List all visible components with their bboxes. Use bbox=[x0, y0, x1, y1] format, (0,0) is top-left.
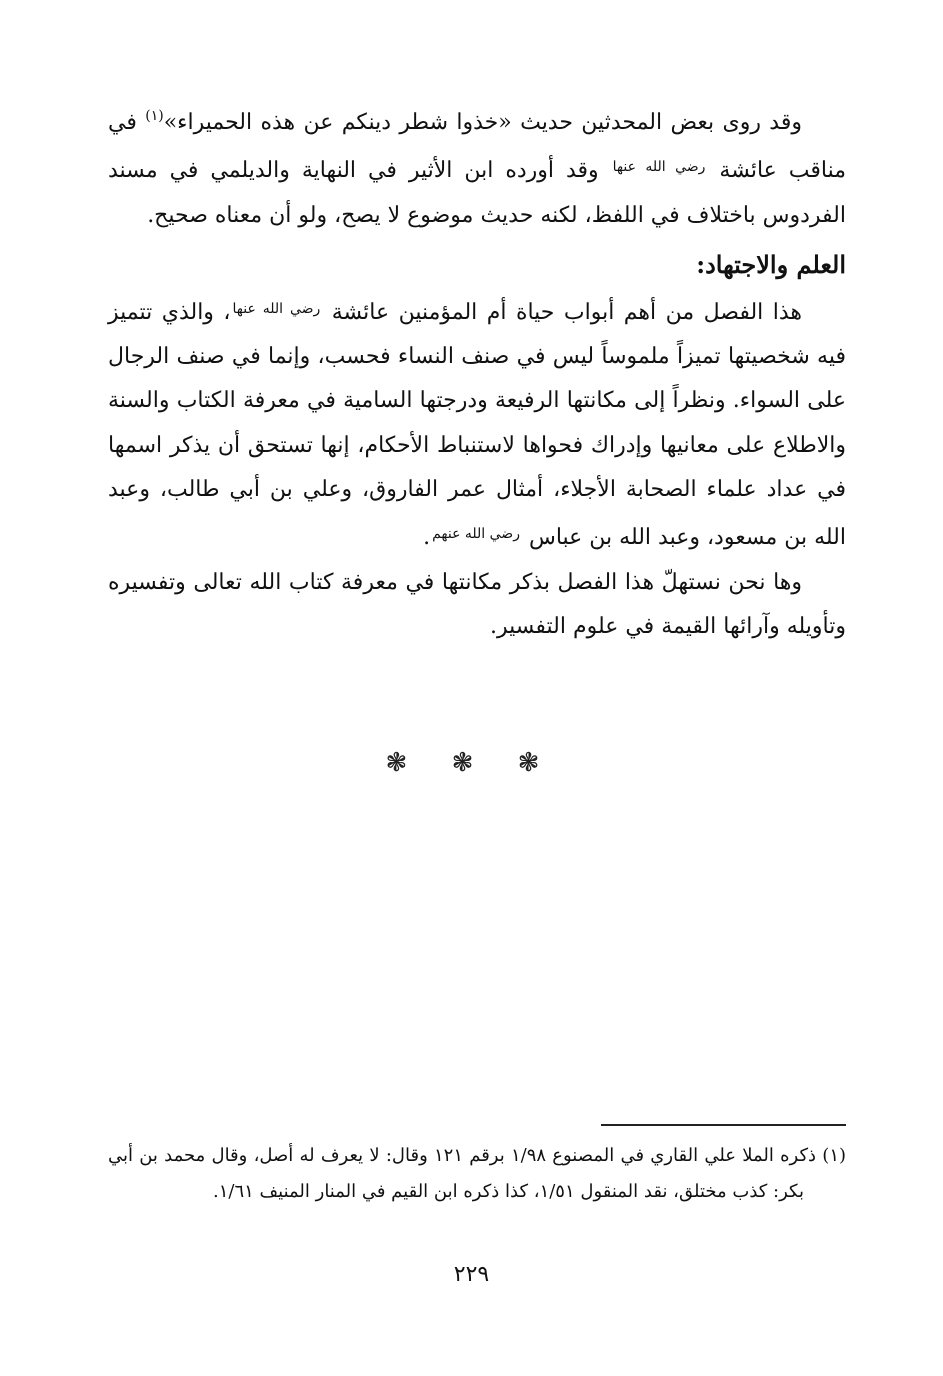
paragraph-text: ، والذي تتميز فيه شخصيتها تميزاً ملموساً ليس في صنف النساء فحسب، وإنما في صنف الرجال على السواء. ونظراً إلى مكانتها الرفيعة ودرجتها السامية في معرفة الكتاب والسنة والاطلاع على معانيها وإدراك فحواها لاستنباط الأحكام، إنها تستحق أن يذكر اسمها في عداد علماء الصحابة الأجلاء، أمثال عمر الفاروق، وعلي بن أبي طالب، وعبد الله بن مسعود، وعبد الله بن عباس bbox=[108, 299, 846, 551]
paragraph-text: هذا الفصل من أهم أبواب حياة أم المؤمنين عائشة bbox=[322, 299, 802, 325]
paragraph-tafsir: وها نحن نستهلّ هذا الفصل بذكر مكانتها في معرفة كتاب الله تعالى وتفسيره وتأويله وآرائها القيمة في علوم التفسير. bbox=[108, 569, 846, 639]
footnotes-block bbox=[108, 1138, 846, 1210]
paragraph-text: وقد أورده ابن الأثير في النهاية والديلمي في مسند الفردوس باختلاف في اللفظ، لكنه حديث موضوع لا يصح، ولو أن معناه صحيح. bbox=[108, 158, 846, 228]
honorific-symbol: رضي الله عنها bbox=[232, 300, 321, 317]
honorific-symbol: رضي الله عنها bbox=[612, 159, 706, 176]
paragraph-text: . bbox=[423, 525, 431, 551]
paragraph-knowledge bbox=[108, 287, 846, 561]
page-number: ٢٢٩ bbox=[453, 1262, 490, 1287]
paragraph-text: في مناقب عائشة bbox=[108, 110, 847, 184]
section-ornaments: ❃ ❃ ❃ bbox=[385, 748, 558, 778]
paragraph-text: وقد روى بعض المحدثين حديث «خذوا شطر دينكم عن هذه الحميراء» bbox=[163, 110, 803, 135]
footnote-1: (١) ذكره الملا علي القاري في المصنوع ١/٩٨ برقم ١٢١ وقال: لا يعرف له أصل، وقال محمد بن أبي بكر: كذب مختلق، نقد المنقول ١/٥١، كذا ذكره ابن القيم في المنار المنيف ١/٦١. bbox=[108, 1145, 847, 1202]
main-text-block bbox=[108, 94, 846, 649]
section-heading: العلم والاجتهاد: bbox=[696, 249, 846, 279]
footnote-divider bbox=[601, 1124, 846, 1126]
paragraph-hadith bbox=[108, 94, 846, 238]
honorific-symbol: رضي الله عنهم bbox=[432, 526, 520, 543]
footnote-reference: (١) bbox=[145, 108, 164, 124]
